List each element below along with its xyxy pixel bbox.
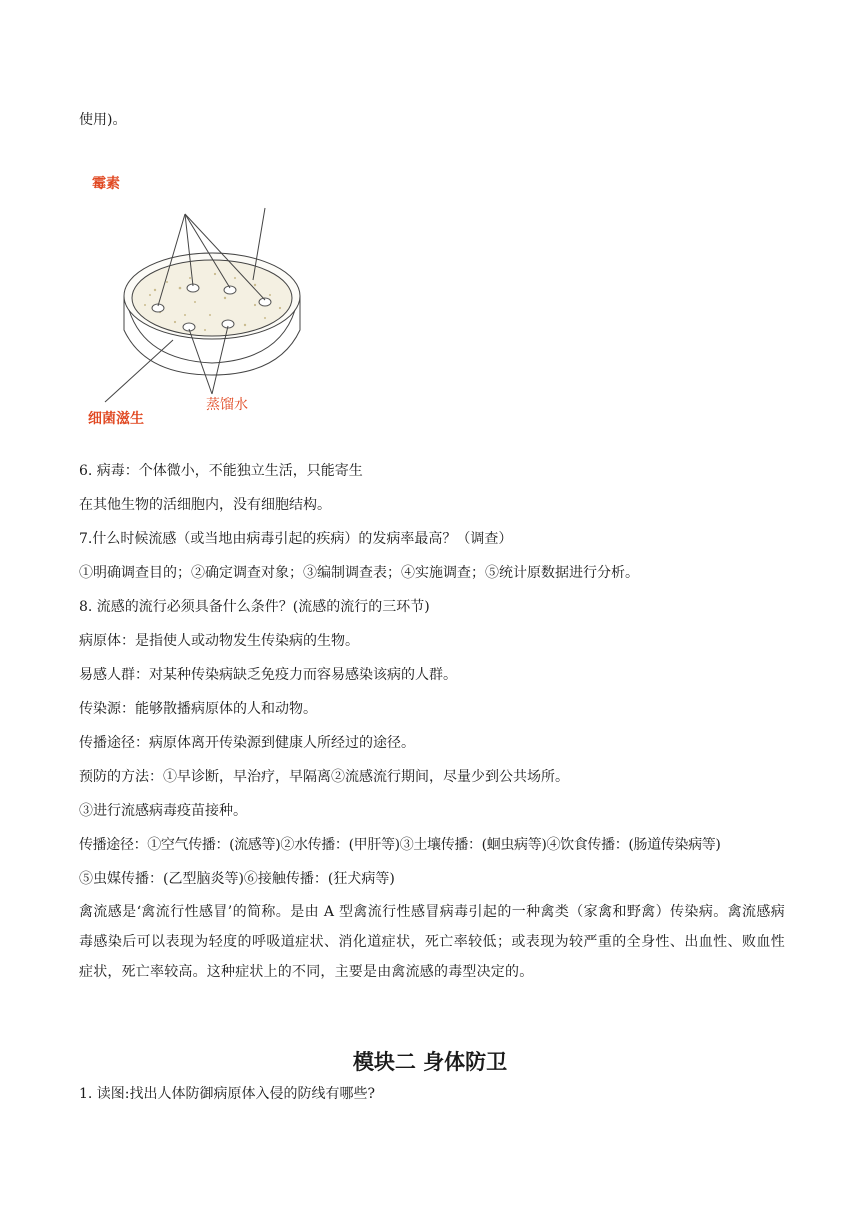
- line-routes-b: ⑤虫媒传播：(乙型脑炎等)⑥接触传播：(狂犬病等): [79, 871, 395, 887]
- intro-tail-text: 使用)。: [79, 112, 127, 128]
- figure-label-water: 蒸馏水: [206, 397, 248, 413]
- line-route: 传播途径：病原体离开传染源到健康人所经过的途径。: [79, 735, 415, 751]
- line-prevention: 预防的方法：①早诊断，早治疗，早隔离②流感流行期间，尽量少到公共场所。: [79, 769, 569, 785]
- line-8: 8. 流感的流行必须具备什么条件？(流感的流行的三环节): [79, 599, 430, 615]
- line-6b: 在其他生物的活细胞内，没有细胞结构。: [79, 497, 331, 513]
- line-7-steps: ①明确调查目的；②确定调查对象；③编制调查表；④实施调查；⑤统计原数据进行分析。: [79, 565, 639, 581]
- figure-label-mold: 霉素: [92, 176, 120, 192]
- line-pathogen: 病原体：是指使人或动物发生传染病的生物。: [79, 633, 359, 649]
- petri-dish-figure: [85, 170, 325, 430]
- question-1: 1. 读图:找出人体防御病原体入侵的防线有哪些?: [79, 1086, 376, 1102]
- section-title: 模块二 身体防卫: [352, 1050, 508, 1074]
- line-susceptible: 易感人群：对某种传染病缺乏免疫力而容易感染该病的人群。: [79, 667, 457, 683]
- avian-flu-paragraph: 禽流感是‘禽流行性感冒’的简称。是由 A 型禽流行性感冒病毒引起的一种禽类（家禽和野禽）传染病。禽流感病毒感染后可以表现为轻度的呼吸道症状、消化道症状，死亡率较低；或表现为较严重的全身性、出血性、败血性症状，死亡率较高。这种症状上的不同，主要是由禽流感的毒型决定的。: [79, 904, 785, 980]
- figure-label-bacteria: 细菌滋生: [88, 411, 144, 427]
- line-7: 7.什么时候流感（或当地由病毒引起的疾病）的发病率最高？（调查）: [79, 531, 513, 547]
- line-routes-a: 传播途径：①空气传播：(流感等)②水传播：(甲肝等)③土壤传播：(蛔虫病等)④饮食传播：(肠道传染病等): [79, 837, 721, 853]
- line-vaccine: ③进行流感病毒疫苗接种。: [79, 803, 247, 819]
- line-source: 传染源：能够散播病原体的人和动物。: [79, 701, 317, 717]
- line-6a: 6. 病毒：个体微小，不能独立生活，只能寄生: [79, 463, 363, 479]
